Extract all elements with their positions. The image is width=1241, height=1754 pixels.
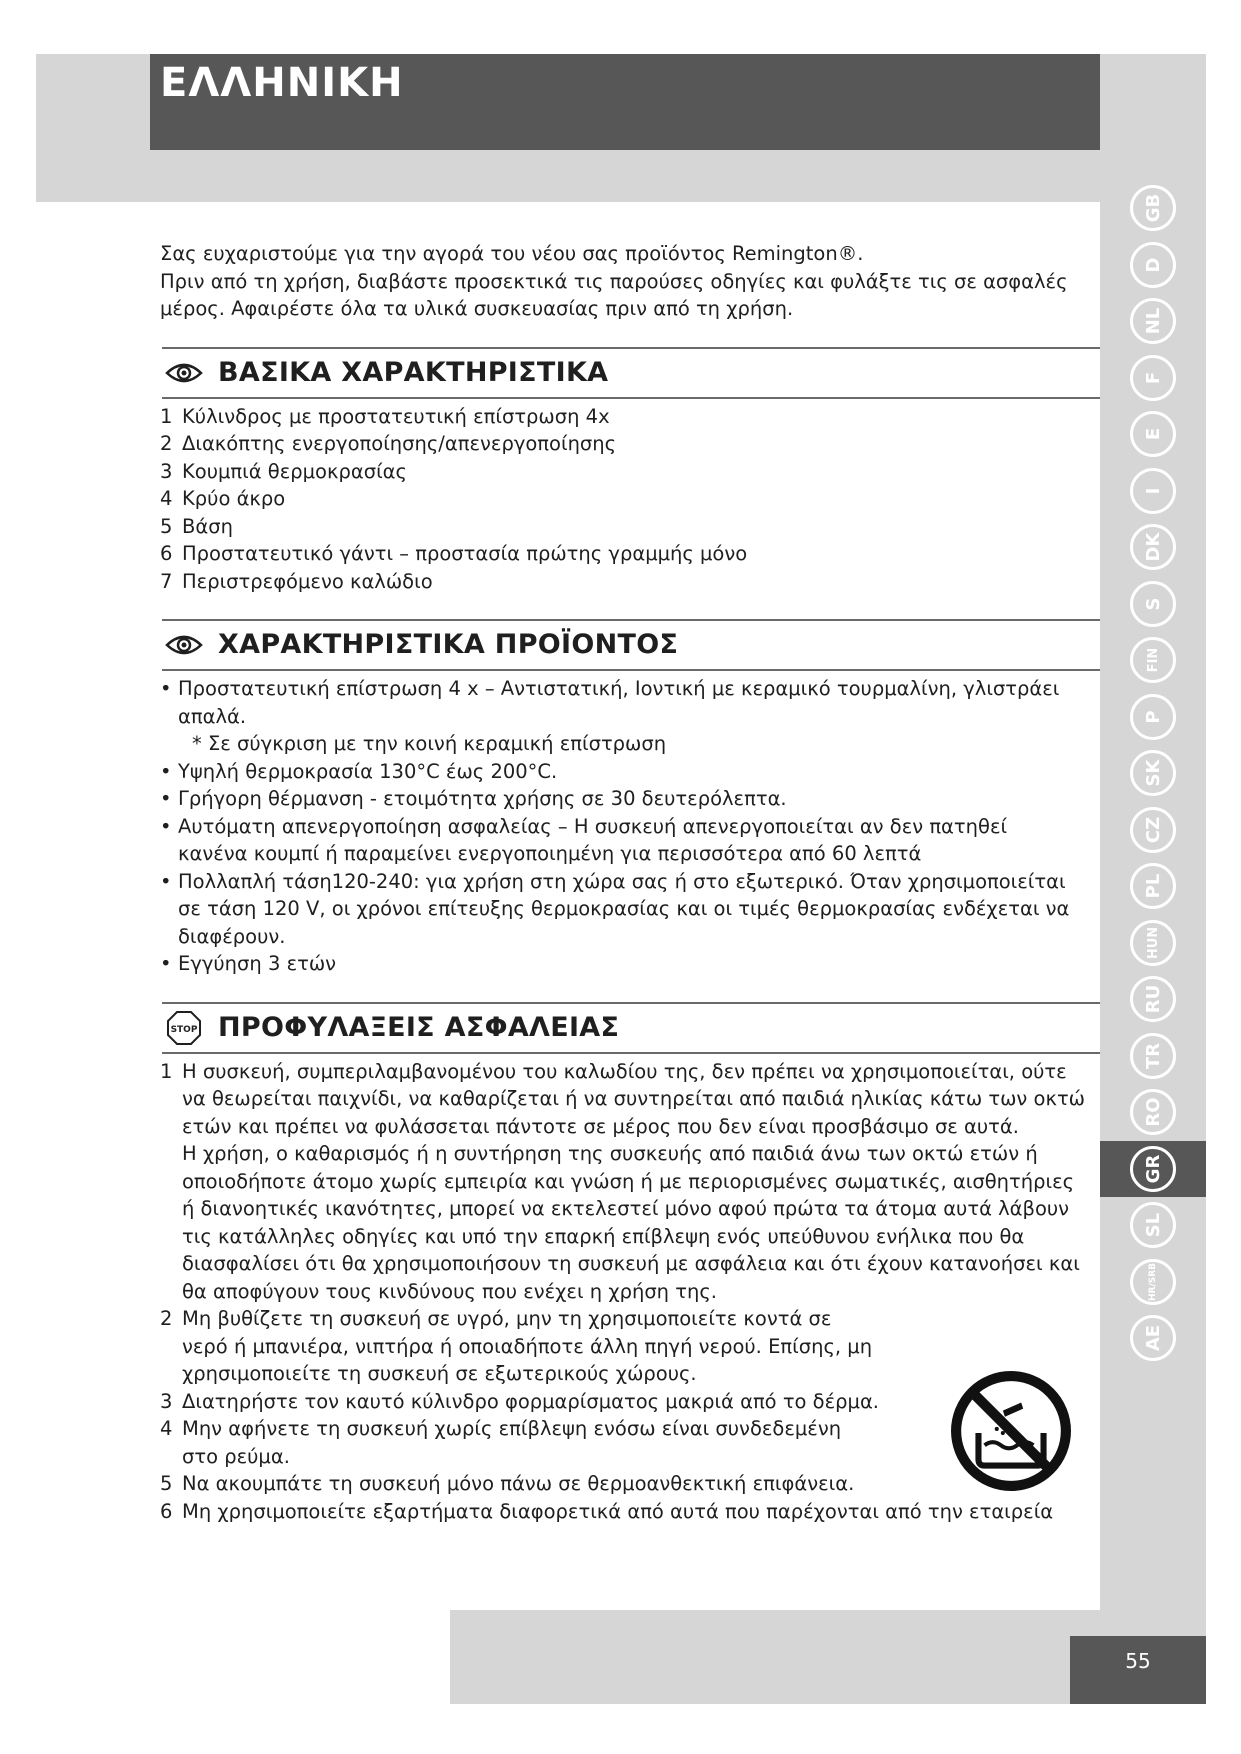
language-tabs <box>1100 180 1206 1367</box>
list-item: 7 Περιστρεφόμενο καλώδιο <box>160 569 433 593</box>
product-list <box>160 675 1100 978</box>
list-item: 6 Μη χρησιμοποιείτε εξαρτήματα διαφορετικά από αυτά που παρέχονται από την εταιρεία <box>160 1499 1054 1523</box>
language-tab-p[interactable]: P <box>1100 689 1206 746</box>
eye-icon <box>164 632 204 658</box>
no-water-warning-icon <box>950 1370 1072 1492</box>
language-tab-ro[interactable]: RO <box>1100 1084 1206 1141</box>
stop-icon <box>164 1015 204 1041</box>
list-item: 1 Η συσκευή, συμπεριλαμβανομένου του καλωδίου της, δεν πρέπει να χρησιμοποιείται, ούτε να θεωρείται παιχνίδι, να καθαρίζεται ή να συντηρείται από παιδιά ηλικίας κάτω των οκτώ ετών και πρέπει να φυλάσσεται πάντοτε σε μέρος που δεν είναι προσβάσιμο σε αυτά. Η χρήση, ο καθαρισμός ή η συντήρηση της συσκευής από παιδιά άνω των οκτώ ετών ή οποιοδήποτε άτομο χωρίς εμπειρία και γνώση ή με περιορισμένες σωματικές, αισθητήριες ή διανοητικές ικανότητες, μπορεί να εκτελεστεί μόνο αφού πρώτα τα άτομα αυτά λάβουν τις κατάλληλες οδηγίες και υπό την επαρκή επίβλεψη ενός υπεύθυνου ενήλικα που θα διασφαλίσει ότι θα χρησιμοποιήσουν τη συσκευή με ασφάλεια και ότι έχουν κατανοήσει και θα αποφύγουν τους κινδύνους που ενέχει η χρήση της. <box>160 1059 1086 1303</box>
list-item: 3 Κουμπιά θερμοκρασίας <box>160 459 407 483</box>
eye-icon <box>164 360 204 386</box>
list-item: • Υψηλή θερμοκρασία 130°C έως 200°C. <box>160 759 558 783</box>
list-item: • Γρήγορη θέρμανση - ετοιμότητα χρήσης σε 30 δευτερόλεπτα. <box>160 787 787 810</box>
svg-text:STOP: STOP <box>170 1024 198 1035</box>
language-tab-nl[interactable]: NL <box>1100 293 1206 350</box>
features-title: ΒΑΣΙΚΑ ΧΑΡΑΚΤΗΡΙΣΤΙΚΑ <box>218 356 609 388</box>
intro-line-2: Πριν από τη χρήση, διαβάστε προσεκτικά τις παρούσες οδηγίες και φυλάξτε τις σε ασφαλές μέρος. Αφαιρέστε όλα τα υλικά συσκευασίας πριν από τη χρήση. <box>160 269 1068 320</box>
main-content <box>160 240 1100 1525</box>
language-tab-d[interactable]: D <box>1100 237 1206 294</box>
list-note: * Σε σύγκριση με την κοινή κεραμική επίστρωση <box>192 732 667 755</box>
language-tab-gr[interactable]: GR <box>1100 1141 1206 1198</box>
list-item: 4 Κρύο άκρο <box>160 487 286 510</box>
safety-title: ΠΡΟΦΥΛΑΞΕΙΣ ΑΣΦΑΛΕΙΑΣ <box>218 1011 620 1043</box>
language-tab-sk[interactable]: SK <box>1100 745 1206 802</box>
language-tab-f[interactable]: F <box>1100 350 1206 407</box>
features-heading <box>162 347 1100 399</box>
language-tab-ae[interactable]: AE <box>1100 1310 1206 1367</box>
language-tab-hr-srb[interactable]: HR/SRB <box>1100 1254 1206 1311</box>
language-tab-sl[interactable]: SL <box>1100 1197 1206 1254</box>
list-item: 4 Μην αφήνετε τη συσκευή χωρίς επίβλεψη ενόσω είναι συνδεδεμένη στο ρεύμα. <box>160 1417 842 1468</box>
language-tab-tr[interactable]: TR <box>1100 1028 1206 1085</box>
intro-text <box>160 240 1100 323</box>
features-list <box>160 403 1100 596</box>
language-tab-pl[interactable]: PL <box>1100 858 1206 915</box>
language-tab-ru[interactable]: RU <box>1100 971 1206 1028</box>
language-tab-hun[interactable]: HUN <box>1100 915 1206 972</box>
language-tab-e[interactable]: E <box>1100 406 1206 463</box>
list-item: 1 Κύλινδρος με προστατευτική επίστρωση 4x <box>160 404 610 428</box>
language-tab-dk[interactable]: DK <box>1100 519 1206 576</box>
features-section <box>160 347 1100 596</box>
list-item: 5 Βάση <box>160 514 233 538</box>
list-item: 2 Διακόπτης ενεργοποίησης/απενεργοποίησης <box>160 432 617 455</box>
language-tab-i[interactable]: I <box>1100 463 1206 520</box>
safety-heading <box>162 1002 1100 1054</box>
language-tab-s[interactable]: S <box>1100 576 1206 633</box>
page-number: 55 <box>1125 1649 1151 1673</box>
page-title: ΕΛΛΗΝΙΚΗ <box>160 60 404 106</box>
list-item: 2 Μη βυθίζετε τη συσκευή σε υγρό, μην τη χρησιμοποιείτε κοντά σε νερό ή μπανιέρα, νιπτήρα ή οποιαδήποτε άλλη πηγή νερού. Επίσης, μη χρησιμοποιείτε τη συσκευή σε εξωτερικούς χώρους. <box>160 1307 873 1385</box>
product-title: ΧΑΡΑΚΤΗΡΙΣΤΙΚΑ ΠΡΟΪΟΝΤΟΣ <box>218 629 679 661</box>
language-tab-gb[interactable]: GB <box>1100 180 1206 237</box>
list-item: • Πολλαπλή τάση120-240: για χρήση στη χώρα σας ή στο εξωτερικό. Όταν χρησιμοποιείται σε τάση 120 V, οι χρόνοι επίτευξης θερμοκρασίας και οι τιμές θερμοκρασίας ενδέχεται να διαφέρουν. <box>160 869 1070 948</box>
list-item: • Προστατευτική επίστρωση 4 x – Αντιστατική, Ιοντική με κεραμικό τουρμαλίνη, γλιστράει απαλά. <box>160 677 1060 728</box>
product-section <box>160 619 1100 978</box>
intro-line-1: Σας ευχαριστούμε για την αγορά του νέου σας προϊόντος Remington®. <box>160 242 864 265</box>
list-item: • Αυτόματη απενεργοποίηση ασφαλείας – Η συσκευή απενεργοποιείται αν δεν πατηθεί κανένα κουμπί ή παραμείνει ενεργοποιημένη για περισσότερα από 60 λεπτά <box>160 814 1008 865</box>
language-tab-fin[interactable]: FIN <box>1100 632 1206 689</box>
list-item: 5 Να ακουμπάτε τη συσκευή μόνο πάνω σε θερμοανθεκτική επιφάνεια. <box>160 1472 855 1495</box>
list-item: 3 Διατηρήστε τον καυτό κύλινδρο φορμαρίσματος μακριά από το δέρμα. <box>160 1389 879 1413</box>
list-item: 6 Προστατευτικό γάντι – προστασία πρώτης γραμμής μόνο <box>160 542 748 565</box>
safety-item-1: Η συσκευή, συμπεριλαμβανομένου του καλωδίου της, δεν πρέπει να χρησιμοποιείται, ούτε να θεωρείται παιχνίδι, να καθαρίζεται ή να συντηρείται από παιδιά ηλικίας κάτω των οκτώ ετών και πρέπει να φυλάσσεται πάντοτε σε μέρος που δεν είναι προσβάσιμο σε αυτά. <box>182 1059 1086 1138</box>
safety-item-1b: Η χρήση, ο καθαρισμός ή η συντήρηση της συσκευής από παιδιά άνω των οκτώ ετών ή οποιοδήποτε άτομο χωρίς εμπειρία και γνώση ή με περιορισμένες σωματικές, αισθητήριες ή διανοητικές ικανότητες, μπορεί να εκτελεστεί μόνο αφού πρώτα τα άτομα αυτά λάβουν τις κατάλληλες οδηγίες και υπό την επαρκή επίβλεψη ενός υπεύθυνου ενήλικα που θα διασφαλίσει ότι θα χρησιμοποιήσουν τη συσκευή με ασφάλεια και ότι έχουν κατανοήσει και θα αποφύγουν τους κινδύνους που ενέχει η χρήση της. <box>182 1142 1080 1303</box>
language-tab-cz[interactable]: CZ <box>1100 802 1206 859</box>
product-heading <box>162 619 1100 671</box>
list-item: • Εγγύηση 3 ετών <box>160 952 337 975</box>
